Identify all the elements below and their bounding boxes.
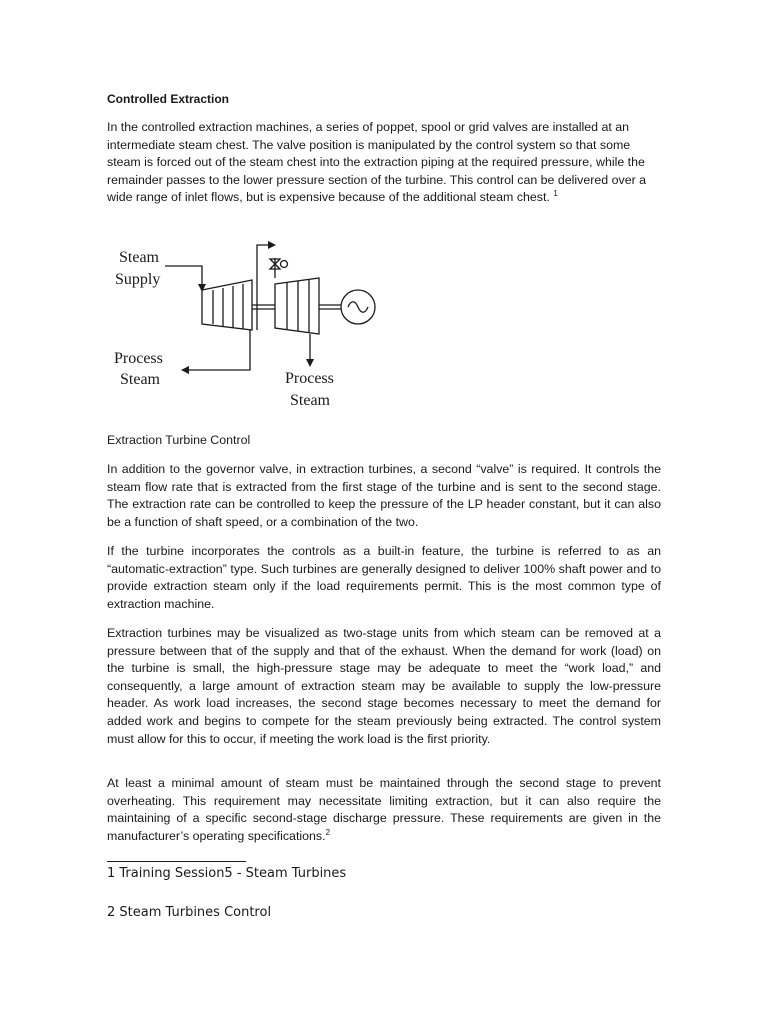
process-steam-bottom-line1: Process bbox=[285, 370, 334, 387]
figure-caption: Extraction Turbine Control bbox=[107, 433, 251, 447]
hp-stage bbox=[202, 280, 252, 330]
steam-supply-label-line2: Supply bbox=[115, 271, 161, 288]
footnote-2: 2 Steam Turbines Control bbox=[107, 905, 272, 920]
extraction-turbine-diagram bbox=[107, 238, 397, 416]
paragraph-minimal-steam-text: At least a minimal amount of steam must be maintained through the second stage to prevent overheating. This requirement may necessitate limiting extraction, but it can also require the maintaining of a specific second-stage discharge pressure. These requirements are given in the manufacturer’s operating specifications. bbox=[107, 776, 661, 843]
footnote-separator bbox=[107, 861, 246, 862]
steam-supply-pipe bbox=[165, 266, 202, 288]
intro-text: In the controlled extraction machines, a series of poppet, spool or grid valves are installed at an intermediate steam chest. The valve position is manipulated by the control system so that some steam is forced out of the steam chest into the extraction piping at the required pressure, while the remainder passes to the lower pressure section of the turbine. This control can be delivered over a wide range of inlet flows, but is expensive because of the additional steam chest. bbox=[107, 120, 647, 205]
process-steam-left-line1: Process bbox=[114, 350, 163, 367]
section-heading: Controlled Extraction bbox=[107, 92, 230, 106]
process-steam-bottom-line2: Steam bbox=[290, 392, 330, 409]
extraction-pipe bbox=[257, 245, 269, 330]
footnote-1: 1 Training Session5 - Steam Turbines bbox=[107, 866, 347, 881]
paragraph-minimal-steam bbox=[107, 775, 661, 845]
process-steam-left-pipe bbox=[185, 330, 250, 370]
lp-stage bbox=[275, 278, 319, 334]
footnote-ref-2[interactable]: 2 bbox=[325, 827, 331, 837]
process-steam-left-line2: Steam bbox=[120, 371, 160, 388]
paragraph-governor-valve: In addition to the governor valve, in extraction turbines, a second “valve” is required. It controls the steam flow rate that is extracted from the first stage of the turbine and is sent to the second stage. The extraction rate can be controlled to keep the pressure of the LP header constant, but it can also be a function of shaft speed, or a combination of the two. bbox=[107, 462, 661, 529]
paragraph-two-stage: Extraction turbines may be visualized as two-stage units from which steam can be removed at a pressure between that of the supply and that of the exhaust. When the demand for work (load) on the turbine is small, the high-pressure stage may be adequate to meet the “work load,” and consequently, a large amount of extraction steam may be available to supply the low-pressure header. As work load increases, the second stage becomes necessary to meet the demand for added work and begins to compete for the steam previously being extracted. The control system must allow for this to occur, if meeting the work load is the first priority. bbox=[107, 626, 661, 746]
paragraph-automatic-extraction: If the turbine incorporates the controls as a built-in feature, the turbine is referred to as an “automatic-extraction” type. Such turbines are generally designed to deliver 100% shaft power and to provide extraction steam only if the load requirements permit. This is the most common type of extraction machine. bbox=[107, 544, 661, 611]
intro-paragraph bbox=[107, 119, 661, 207]
steam-supply-label-line1: Steam bbox=[119, 249, 159, 266]
footnote-ref-1[interactable]: 1 bbox=[553, 189, 558, 199]
